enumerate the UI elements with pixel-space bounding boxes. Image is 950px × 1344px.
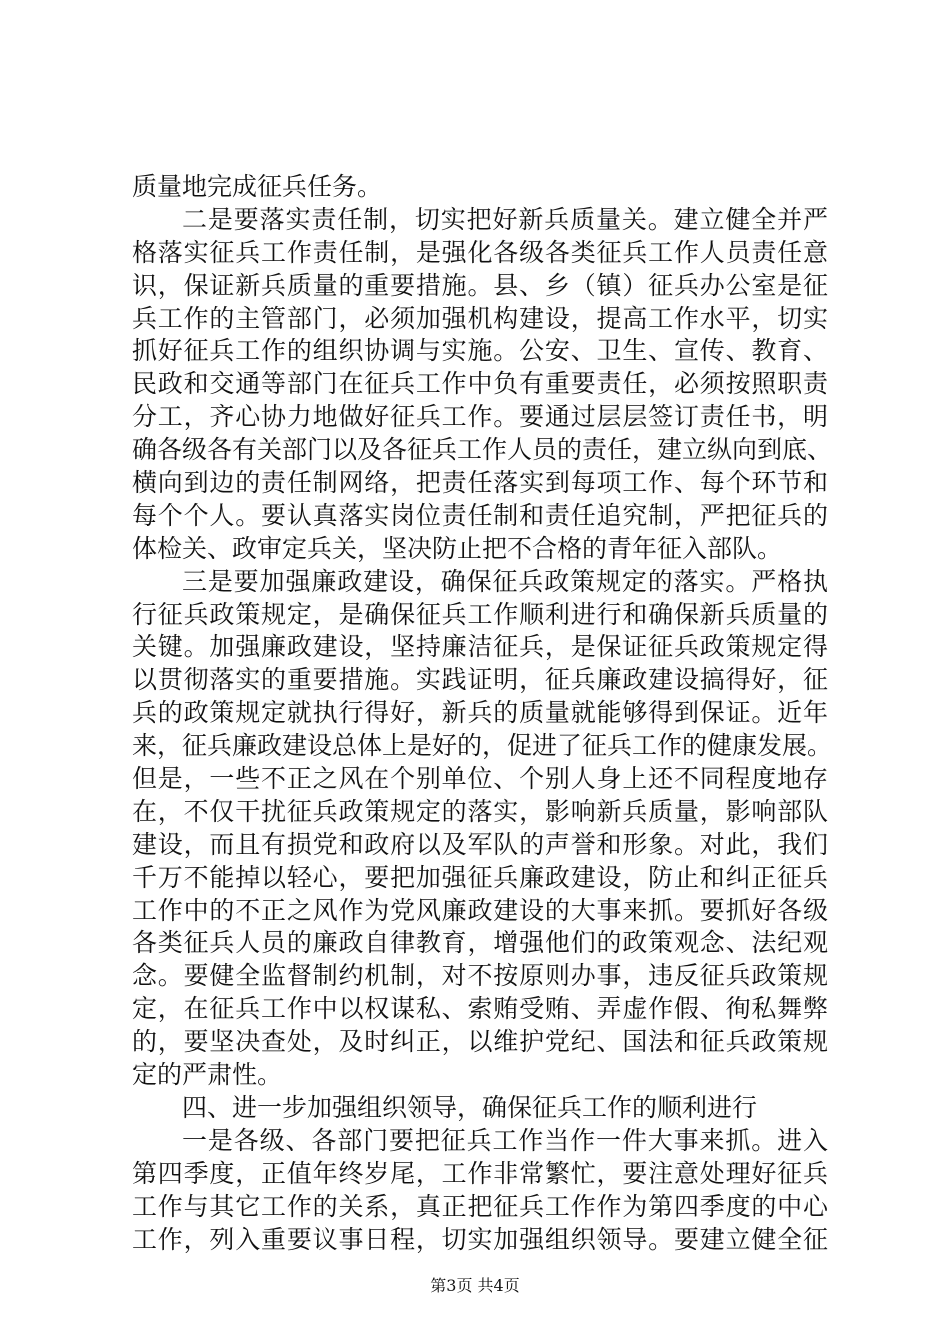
text-line: 行征兵政策规定，是确保征兵工作顺利进行和确保新兵质量的 [132, 599, 828, 629]
text-line: 抓好征兵工作的组织协调与实施。公安、卫生、宣传、教育、 [132, 336, 828, 366]
text-line: 工作，列入重要议事日程，切实加强组织领导。要建立健全征 [132, 1224, 828, 1254]
text-line: 定，在征兵工作中以权谋私、索贿受贿、弄虚作假、徇私舞弊 [132, 994, 828, 1024]
text-line: 定的严肃性。 [132, 1060, 283, 1090]
text-line: 建设，而且有损党和政府以及军队的声誉和形象。对此，我们 [132, 829, 828, 859]
text-line: 第四季度，正值年终岁尾，工作非常繁忙，要注意处理好征兵 [132, 1158, 828, 1188]
text-line: 关键。加强廉政建设，坚持廉洁征兵，是保证征兵政策规定得 [132, 632, 828, 662]
text-line: 质量地完成征兵任务。 [132, 172, 383, 201]
page-footer: 第3页 共4页 [430, 1276, 520, 1295]
document-body [132, 171, 833, 1256]
text-line: 确各级各有关部门以及各征兵工作人员的责任，建立纵向到底、 [132, 435, 833, 465]
text-line: 体检关、政审定兵关，坚决防止把不合格的青年征入部队。 [132, 533, 783, 563]
text-line: 二是要落实责任制，切实把好新兵质量关。建立健全并严 [182, 204, 828, 234]
text-line: 来，征兵廉政建设总体上是好的，促进了征兵工作的健康发展。 [132, 731, 833, 761]
text-line: 千万不能掉以轻心，要把加强征兵廉政建设，防止和纠正征兵 [132, 862, 828, 892]
text-line: 三是要加强廉政建设，确保征兵政策规定的落实。严格执 [182, 566, 828, 596]
text-line: 兵工作的主管部门，必须加强机构建设，提高工作水平，切实 [132, 303, 828, 333]
text-line: 分工，齐心协力地做好征兵工作。要通过层层签订责任书，明 [132, 402, 828, 432]
text-line: 念。要健全监督制约机制，对不按原则办事，违反征兵政策规 [132, 961, 828, 991]
text-line: 但是，一些不正之风在个别单位、个别人身上还不同程度地存 [132, 764, 828, 794]
text-line: 工作与其它工作的关系，真正把征兵工作作为第四季度的中心 [132, 1191, 828, 1221]
text-line: 民政和交通等部门在征兵工作中负有重要责任，必须按照职责 [132, 369, 828, 399]
text-line: 每个个人。要认真落实岗位责任制和责任追究制，严把征兵的 [132, 500, 828, 530]
text-line: 以贯彻落实的重要措施。实践证明，征兵廉政建设搞得好，征 [132, 665, 828, 695]
text-line: 一是各级、各部门要把征兵工作当作一件大事来抓。进入 [182, 1125, 828, 1155]
text-line: 的，要坚决查处，及时纠正，以维护党纪、国法和征兵政策规 [132, 1027, 828, 1057]
text-line: 兵的政策规定就执行得好，新兵的质量就能够得到保证。近年 [132, 698, 828, 728]
text-line: 在，不仅干扰征兵政策规定的落实，影响新兵质量，影响部队 [132, 796, 828, 826]
text-line: 四、进一步加强组织领导，确保征兵工作的顺利进行 [182, 1092, 758, 1122]
text-line: 格落实征兵工作责任制，是强化各级各类征兵工作人员责任意 [132, 237, 828, 267]
text-line: 识，保证新兵质量的重要措施。县、乡（镇）征兵办公室是征 [132, 270, 828, 300]
text-line: 横向到边的责任制网络，把责任落实到每项工作、每个环节和 [132, 468, 828, 498]
text-line: 工作中的不正之风作为党风廉政建设的大事来抓。要抓好各级 [132, 895, 828, 925]
text-line: 各类征兵人员的廉政自律教育，增强他们的政策观念、法纪观 [132, 928, 828, 958]
